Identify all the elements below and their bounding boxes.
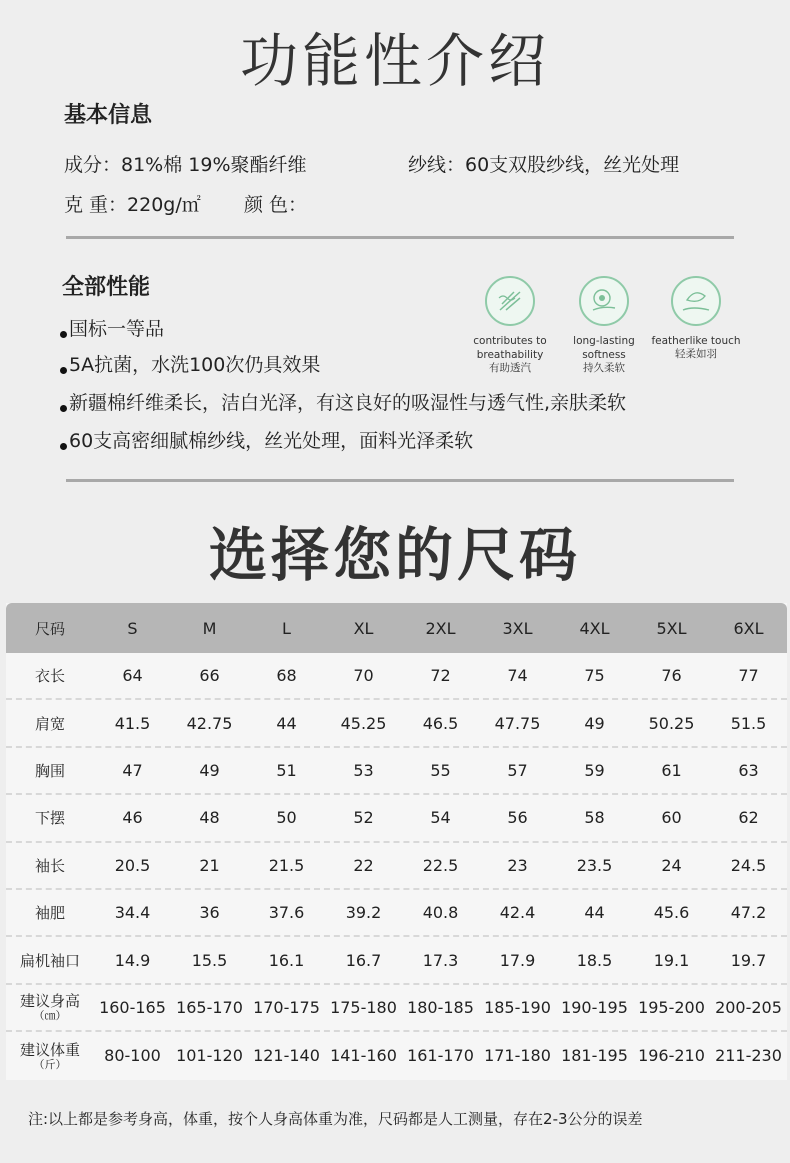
- table-cell: 66: [199, 666, 220, 686]
- table-row: [6, 653, 787, 700]
- table-cell: 161-170: [407, 1046, 474, 1066]
- row-unit: （斤）: [33, 1057, 67, 1071]
- table-cell: 44: [276, 713, 297, 733]
- row-label: 建议身高 （㎝）: [6, 992, 94, 1022]
- table-row: [6, 937, 787, 984]
- section-title-size: 选择您的尺码: [208, 521, 581, 589]
- table-row: [6, 843, 787, 890]
- table-cell: 181-195: [561, 1046, 628, 1066]
- bullet-item: 5A抗菌，水洗100次仍具效果: [60, 350, 320, 377]
- table-cell: 23.5: [576, 855, 613, 875]
- table-cell: 21: [199, 855, 220, 875]
- table-cell: 16.7: [345, 950, 382, 970]
- bullet-dot-icon: [60, 331, 67, 338]
- table-cell: 45.6: [653, 903, 690, 923]
- table-cell: 47: [122, 760, 143, 780]
- table-cell: 70: [353, 666, 374, 686]
- table-cell: 51.5: [730, 713, 767, 733]
- feather-hand-icon: [671, 276, 721, 326]
- table-header-cell: 2XL: [425, 618, 456, 638]
- table-cell: 64: [122, 666, 143, 686]
- table-cell: 62: [738, 808, 759, 828]
- table-cell: 60: [661, 808, 682, 828]
- table-cell: 23: [507, 855, 528, 875]
- table-cell: 160-165: [99, 997, 166, 1017]
- table-cell: 24: [661, 855, 682, 875]
- table-cell: 49: [199, 760, 220, 780]
- table-cell: 41.5: [114, 713, 151, 733]
- table-cell: 57: [507, 760, 528, 780]
- row-label: 袖长: [34, 856, 65, 875]
- fabric-softness-icon: [579, 276, 629, 326]
- table-cell: 185-190: [484, 997, 551, 1017]
- table-cell: 46: [122, 808, 143, 828]
- row-label: 肩宽: [34, 714, 65, 733]
- fiber-breathability-icon: [485, 276, 535, 326]
- table-row: [6, 795, 787, 842]
- table-cell: 40.8: [422, 903, 459, 923]
- feature-breathability: contributes to breathability 有助透汽: [462, 276, 558, 375]
- table-row: [6, 985, 787, 1032]
- table-cell: 121-140: [253, 1046, 320, 1066]
- row-label: 建议体重 （斤）: [6, 1041, 94, 1071]
- table-cell: 21.5: [268, 855, 305, 875]
- section-title-features: 功能性介绍: [239, 27, 550, 95]
- row-label: 胸围: [34, 761, 65, 780]
- table-header-cell: XL: [353, 618, 374, 638]
- table-cell: 44: [584, 903, 605, 923]
- table-cell: 48: [199, 808, 220, 828]
- table-header-cell: 3XL: [502, 618, 533, 638]
- table-body: [6, 653, 787, 1080]
- table-cell: 34.4: [114, 903, 151, 923]
- table-cell: 196-210: [638, 1046, 705, 1066]
- row-label: 扁机袖口: [19, 951, 80, 970]
- table-cell: 47.2: [730, 903, 767, 923]
- table-row: [6, 1032, 787, 1079]
- color-text: 颜 色：: [244, 194, 308, 216]
- table-header-cell: L: [282, 618, 291, 638]
- table-header-row: [6, 603, 787, 653]
- table-cell: 19.7: [730, 950, 767, 970]
- bullet-dot-icon: [60, 405, 67, 412]
- table-cell: 47.75: [494, 713, 541, 733]
- table-cell: 77: [738, 666, 759, 686]
- table-cell: 20.5: [114, 855, 151, 875]
- bullet-dot-icon: [60, 367, 67, 374]
- table-header-cell: 6XL: [733, 618, 764, 638]
- table-cell: 175-180: [330, 997, 397, 1017]
- table-cell: 36: [199, 903, 220, 923]
- table-cell: 17.3: [422, 950, 459, 970]
- table-cell: 55: [430, 760, 451, 780]
- table-cell: 101-120: [176, 1046, 243, 1066]
- table-cell: 17.9: [499, 950, 536, 970]
- table-cell: 50: [276, 808, 297, 828]
- measurement-note: 注:以上都是参考身高，体重，按个人身高体重为准，尺码都是人工测量，存在2-3公分的误差: [28, 1110, 643, 1128]
- table-cell: 61: [661, 760, 682, 780]
- table-cell: 59: [584, 760, 605, 780]
- performance-heading: 全部性能: [62, 275, 151, 300]
- table-header-cell: 4XL: [579, 618, 610, 638]
- yarn-text: 纱线：60支双股纱线，丝光处理: [408, 154, 680, 176]
- table-cell: 52: [353, 808, 374, 828]
- table-cell: 42.4: [499, 903, 536, 923]
- composition-text: 成分：81%棉 19%聚酯纤维: [64, 154, 307, 176]
- bullet-dot-icon: [60, 443, 67, 450]
- bullet-item: 新疆棉纤维柔长，洁白光泽，有这良好的吸湿性与透气性,亲肤柔软: [60, 388, 626, 415]
- row-unit: （㎝）: [33, 1009, 67, 1023]
- table-cell: 14.9: [114, 950, 151, 970]
- feature-softness: long-lasting softness 持久柔软: [556, 276, 652, 375]
- table-cell: 56: [507, 808, 528, 828]
- table-cell: 22: [353, 855, 374, 875]
- table-header-cell: M: [202, 618, 217, 638]
- basic-info-heading: 基本信息: [64, 103, 153, 128]
- divider: [66, 236, 734, 239]
- table-header-cell: 尺码: [34, 619, 65, 638]
- divider: [66, 479, 734, 482]
- row-label: 下摆: [34, 809, 65, 828]
- table-cell: 165-170: [176, 997, 243, 1017]
- table-cell: 24.5: [730, 855, 767, 875]
- table-header-cell: 5XL: [656, 618, 687, 638]
- table-cell: 15.5: [191, 950, 228, 970]
- table-cell: 195-200: [638, 997, 705, 1017]
- table-cell: 22.5: [422, 855, 459, 875]
- table-row: [6, 748, 787, 795]
- table-cell: 68: [276, 666, 297, 686]
- table-cell: 18.5: [576, 950, 613, 970]
- table-cell: 53: [353, 760, 374, 780]
- table-cell: 54: [430, 808, 451, 828]
- table-cell: 39.2: [345, 903, 382, 923]
- table-cell: 74: [507, 666, 528, 686]
- table-cell: 19.1: [653, 950, 690, 970]
- table-cell: 171-180: [484, 1046, 551, 1066]
- bullet-item: 60支高密细腻棉纱线，丝光处理，面料光泽柔软: [60, 426, 473, 453]
- table-cell: 37.6: [268, 903, 305, 923]
- table-cell: 63: [738, 760, 759, 780]
- table-cell: 170-175: [253, 997, 320, 1017]
- weight-text: 克 重：220g/㎡: [64, 194, 201, 216]
- table-cell: 49: [584, 713, 605, 733]
- table-header-cell: S: [127, 618, 138, 638]
- table-row: [6, 890, 787, 937]
- table-cell: 180-185: [407, 997, 474, 1017]
- table-cell: 200-205: [715, 997, 782, 1017]
- table-cell: 211-230: [715, 1046, 782, 1066]
- table-cell: 50.25: [648, 713, 695, 733]
- table-cell: 16.1: [268, 950, 305, 970]
- table-cell: 58: [584, 808, 605, 828]
- bullet-item: 国标一等品: [60, 314, 164, 341]
- table-cell: 75: [584, 666, 605, 686]
- table-cell: 141-160: [330, 1046, 397, 1066]
- table-cell: 80-100: [104, 1046, 161, 1066]
- table-cell: 51: [276, 760, 297, 780]
- size-table: [6, 603, 787, 1080]
- table-cell: 45.25: [340, 713, 387, 733]
- table-row: [6, 700, 787, 747]
- table-cell: 46.5: [422, 713, 459, 733]
- row-label: 衣长: [34, 667, 65, 686]
- table-cell: 76: [661, 666, 682, 686]
- table-cell: 42.75: [186, 713, 233, 733]
- table-cell: 190-195: [561, 997, 628, 1017]
- table-cell: 72: [430, 666, 451, 686]
- feature-featherlike: featherlike touch 轻柔如羽: [648, 276, 744, 361]
- row-label: 袖肥: [34, 904, 65, 923]
